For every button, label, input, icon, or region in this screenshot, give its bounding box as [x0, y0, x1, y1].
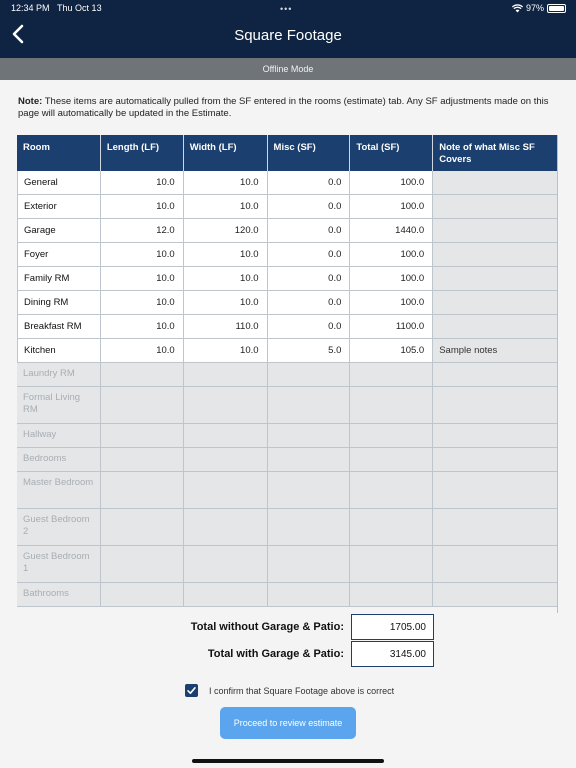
cell-length — [101, 424, 184, 447]
cell-length[interactable]: 10.0 — [101, 243, 184, 266]
room-name-cell: Garage — [17, 219, 101, 242]
cell-length — [101, 387, 184, 423]
total-with-garage-row — [0, 641, 576, 667]
table-row-disabled — [17, 472, 557, 509]
info-note — [18, 96, 558, 119]
cell-width — [184, 583, 268, 606]
status-indicators — [512, 3, 566, 13]
cell-total[interactable]: 105.0 — [350, 339, 433, 362]
room-name-cell: Foyer — [17, 243, 101, 266]
cell-length — [101, 472, 184, 508]
table-row-disabled — [17, 424, 557, 448]
table-row — [17, 243, 557, 267]
cell-misc[interactable]: 0.0 — [268, 219, 351, 242]
column-header-total: Total (SF) — [350, 135, 433, 171]
cell-total — [350, 472, 433, 508]
room-name-cell: Bathrooms — [17, 583, 101, 606]
cell-note — [433, 448, 557, 471]
table-row — [17, 171, 557, 195]
total-with-garage-label: Total with Garage & Patio: — [207, 648, 344, 660]
cell-note[interactable] — [433, 171, 557, 194]
cell-width[interactable]: 10.0 — [184, 291, 268, 314]
cell-length[interactable]: 10.0 — [101, 339, 184, 362]
cell-total — [350, 509, 433, 545]
column-header-room: Room — [17, 135, 101, 171]
cell-width[interactable]: 10.0 — [184, 243, 268, 266]
total-without-garage-label: Total without Garage & Patio: — [190, 621, 344, 633]
cell-total[interactable]: 100.0 — [350, 195, 433, 218]
battery-icon — [547, 4, 566, 13]
cell-length[interactable]: 10.0 — [101, 315, 184, 338]
cell-misc — [268, 583, 351, 606]
cell-total — [350, 363, 433, 386]
room-name-cell: Guest Bedroom 1 — [17, 546, 101, 582]
cell-total — [350, 448, 433, 471]
cell-length — [101, 583, 184, 606]
checkmark-icon — [186, 685, 197, 696]
status-time: 12:34 PM Thu Oct 13 — [11, 3, 102, 13]
cell-misc — [268, 387, 351, 423]
cell-misc — [268, 424, 351, 447]
cell-width — [184, 363, 268, 386]
cell-length — [101, 509, 184, 545]
total-with-garage-value: 3145.00 — [351, 641, 434, 667]
room-name-cell: Hallway — [17, 424, 101, 447]
cell-total[interactable]: 1440.0 — [350, 219, 433, 242]
room-name-cell: Breakfast RM — [17, 315, 101, 338]
room-name-cell: Bedrooms — [17, 448, 101, 471]
confirm-label: I confirm that Square Footage above is correct — [209, 685, 395, 696]
table-row — [17, 219, 557, 243]
cell-length[interactable]: 10.0 — [101, 171, 184, 194]
table-row-disabled — [17, 546, 557, 583]
room-name-cell: Guest Bedroom 2 — [17, 509, 101, 545]
cell-width[interactable]: 10.0 — [184, 267, 268, 290]
room-name-cell: General — [17, 171, 101, 194]
cell-width[interactable]: 10.0 — [184, 195, 268, 218]
home-indicator — [192, 759, 384, 763]
column-header-width: Width (LF) — [184, 135, 268, 171]
table-row-disabled — [17, 363, 557, 387]
table-row — [17, 291, 557, 315]
room-name-cell: Kitchen — [17, 339, 101, 362]
cell-length — [101, 363, 184, 386]
cell-width[interactable]: 110.0 — [184, 315, 268, 338]
cell-width[interactable]: 10.0 — [184, 339, 268, 362]
cell-misc — [268, 546, 351, 582]
table-row-disabled — [17, 387, 557, 424]
top-navigation-bar — [0, 0, 576, 58]
cell-total — [350, 424, 433, 447]
cell-width — [184, 387, 268, 423]
cell-note — [433, 583, 557, 606]
cell-width[interactable]: 10.0 — [184, 171, 268, 194]
column-header-note: Note of what Misc SF Covers — [439, 142, 535, 165]
cell-total — [350, 583, 433, 606]
table-row — [17, 315, 557, 339]
cell-note[interactable] — [433, 243, 557, 266]
room-name-cell: Exterior — [17, 195, 101, 218]
cell-width — [184, 509, 268, 545]
column-header-length: Length (LF) — [101, 135, 184, 171]
room-name-cell: Master Bedroom — [17, 472, 101, 508]
cell-width[interactable]: 120.0 — [184, 219, 268, 242]
multitasking-dots-icon[interactable]: ••• — [280, 4, 293, 14]
cell-total[interactable]: 100.0 — [350, 291, 433, 314]
proceed-to-review-button[interactable]: Proceed to review estimate — [220, 707, 356, 739]
cell-misc — [268, 363, 351, 386]
cell-total[interactable]: 100.0 — [350, 171, 433, 194]
table-row-disabled — [17, 509, 557, 546]
room-name-cell: Family RM — [17, 267, 101, 290]
cell-width — [184, 424, 268, 447]
square-footage-table — [17, 135, 558, 613]
offline-mode-banner: Offline Mode — [0, 58, 576, 80]
note-label: Note: — [18, 96, 43, 107]
room-name-cell: Dining RM — [17, 291, 101, 314]
cell-misc[interactable]: 0.0 — [268, 195, 351, 218]
cell-length — [101, 448, 184, 471]
confirm-row — [185, 684, 394, 697]
table-row — [17, 267, 557, 291]
cell-length[interactable]: 12.0 — [101, 219, 184, 242]
room-name-cell: Formal Living RM — [17, 387, 101, 423]
cell-total[interactable]: 100.0 — [350, 243, 433, 266]
cell-note — [433, 546, 557, 582]
cell-length[interactable]: 10.0 — [101, 291, 184, 314]
cell-total — [350, 387, 433, 423]
cell-note — [433, 387, 557, 423]
cell-misc[interactable]: 0.0 — [268, 291, 351, 314]
cell-misc — [268, 448, 351, 471]
table-row-disabled — [17, 448, 557, 472]
cell-note[interactable] — [433, 195, 557, 218]
cell-width — [184, 472, 268, 508]
table-row — [17, 339, 557, 363]
cell-length[interactable]: 10.0 — [101, 267, 184, 290]
page-title: Square Footage — [234, 27, 342, 44]
cell-note — [433, 363, 557, 386]
cell-width — [184, 448, 268, 471]
cell-total[interactable]: 100.0 — [350, 267, 433, 290]
cell-note[interactable]: Sample notes — [433, 339, 557, 362]
cell-misc[interactable]: 0.0 — [268, 267, 351, 290]
cell-misc[interactable]: 0.0 — [268, 315, 351, 338]
wifi-icon — [512, 4, 523, 13]
cell-misc — [268, 472, 351, 508]
cell-length[interactable]: 10.0 — [101, 195, 184, 218]
cell-note[interactable] — [433, 267, 557, 290]
table-header — [17, 135, 557, 171]
total-without-garage-value: 1705.00 — [351, 614, 434, 640]
cell-width — [184, 546, 268, 582]
room-name-cell: Laundry RM — [17, 363, 101, 386]
cell-note[interactable] — [433, 291, 557, 314]
table-row-disabled — [17, 583, 557, 607]
total-without-garage-row — [0, 614, 576, 640]
cell-misc — [268, 509, 351, 545]
cell-misc[interactable]: 5.0 — [268, 339, 351, 362]
cell-misc[interactable]: 0.0 — [268, 243, 351, 266]
cell-note[interactable] — [433, 315, 557, 338]
cell-note — [433, 509, 557, 545]
cell-note — [433, 424, 557, 447]
table-body — [17, 171, 557, 607]
cell-note — [433, 472, 557, 508]
cell-note[interactable] — [433, 219, 557, 242]
table-row — [17, 195, 557, 219]
cell-length — [101, 546, 184, 582]
cell-misc[interactable]: 0.0 — [268, 171, 351, 194]
confirm-checkbox[interactable] — [185, 684, 198, 697]
battery-percent: 97% — [525, 3, 544, 13]
column-header-misc: Misc (SF) — [268, 135, 351, 171]
cell-total — [350, 546, 433, 582]
cell-total[interactable]: 1100.0 — [350, 315, 433, 338]
note-text: These items are automatically pulled from the SF entered in the rooms (estimate) tab. Any SF adjustments made on this page will automatically be updated in the Estimate. — [18, 96, 549, 119]
